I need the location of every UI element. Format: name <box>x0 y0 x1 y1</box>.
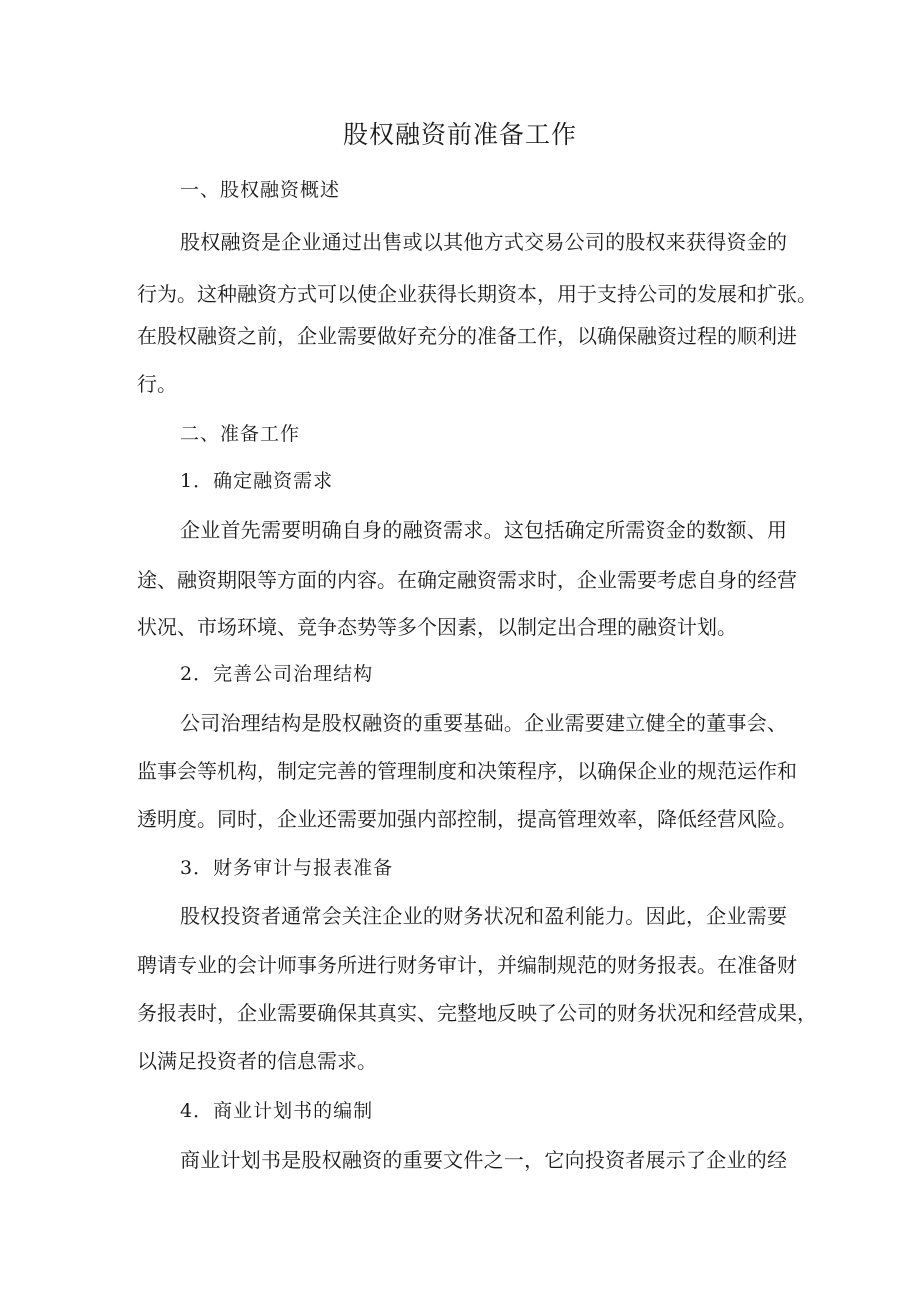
item-heading-3: 3．财务审计与报表准备 <box>180 857 394 879</box>
paragraph-line: 务报表时，企业需要确保其真实、完整地反映了公司的财务状况和经营成果， <box>137 1001 817 1025</box>
document-title: 股权融资前准备工作 <box>342 120 577 149</box>
paragraph-line: 途、融资期限等方面的内容。在确定融资需求时，企业需要考虑自身的经营 <box>137 568 797 592</box>
paragraph-line: 监事会等机构，制定完善的管理制度和决策程序，以确保企业的规范运作和 <box>137 759 797 783</box>
item-heading-2: 2．完善公司治理结构 <box>180 663 374 685</box>
paragraph-line: 状况、市场环境、竞争态势等多个因素，以制定出合理的融资计划。 <box>137 615 737 639</box>
paragraph-line: 商业计划书是股权融资的重要文件之一，它向投资者展示了企业的经 <box>180 1148 787 1172</box>
section-heading-prep: 二、准备工作 <box>180 423 301 445</box>
paragraph-line: 企业首先需要明确自身的融资需求。这包括确定所需资金的数额、用 <box>180 518 787 542</box>
item-heading-4: 4．商业计划书的编制 <box>180 1100 374 1122</box>
paragraph-line: 股权融资是企业通过出售或以其他方式交易公司的股权来获得资金的 <box>180 230 787 254</box>
paragraph-line: 行。 <box>137 372 177 396</box>
paragraph-line: 股权投资者通常会关注企业的财务状况和盈利能力。因此，企业需要 <box>180 904 787 928</box>
paragraph-line: 在股权融资之前，企业需要做好充分的准备工作，以确保融资过程的顺利进 <box>137 324 797 348</box>
section-heading-overview: 一、股权融资概述 <box>180 179 341 201</box>
paragraph-line: 聘请专业的会计师事务所进行财务审计，并编制规范的财务报表。在准备财 <box>137 953 797 977</box>
paragraph-line: 行为。这种融资方式可以使企业获得长期资本，用于支持公司的发展和扩张。 <box>137 282 817 306</box>
paragraph-line: 透明度。同时，企业还需要加强内部控制，提高管理效率，降低经营风险。 <box>137 807 797 831</box>
paragraph-line: 以满足投资者的信息需求。 <box>137 1049 377 1073</box>
item-heading-1: 1．确定融资需求 <box>180 470 334 492</box>
paragraph-line: 公司治理结构是股权融资的重要基础。企业需要建立健全的董事会、 <box>180 711 787 735</box>
